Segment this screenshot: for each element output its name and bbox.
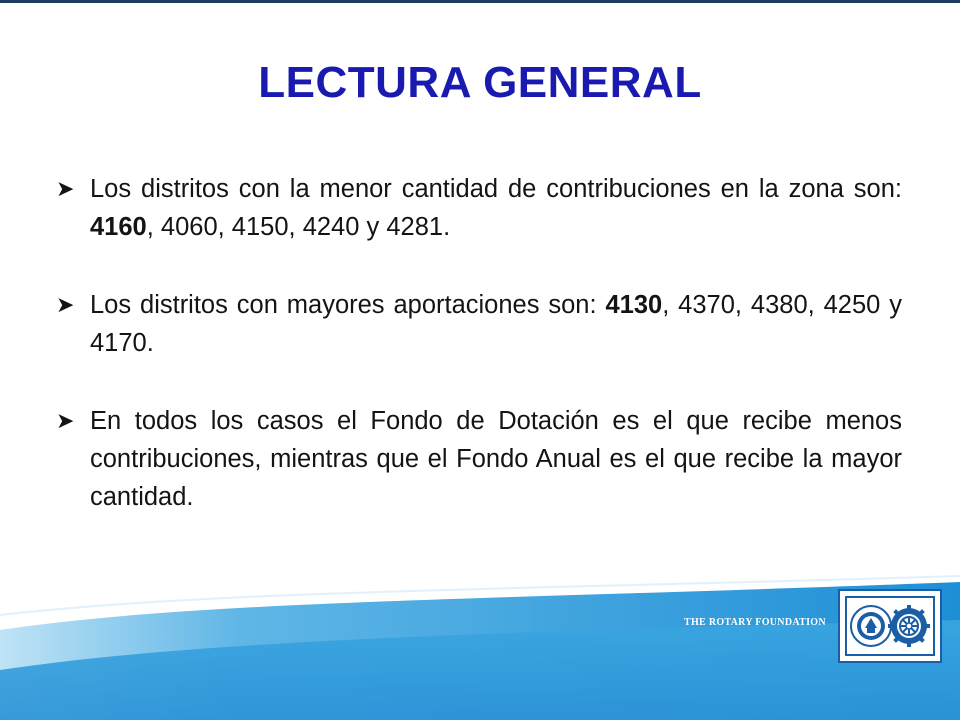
footer-swoosh — [0, 560, 960, 720]
foundation-name: THE ROTARY FOUNDATION — [684, 617, 826, 628]
bullet-text: Los distritos con mayores aportaciones son: — [90, 291, 606, 319]
bullet-item — [56, 402, 902, 516]
bullet-item — [56, 170, 902, 246]
bullet-text: Los distritos con la menor cantidad de contribuciones en la zona son: — [90, 175, 902, 203]
bullet-highlight: 4130 — [605, 291, 663, 319]
bullet-text-rest: , 4060, 4150, 4240 y 4281. — [146, 213, 451, 241]
footer-band — [0, 560, 960, 720]
bullet-item — [56, 286, 902, 362]
arrow-bullet-icon: ➤ — [56, 408, 75, 433]
arrow-bullet-icon: ➤ — [56, 176, 75, 201]
bullet-text-rest: , 4370, 4380, 4250 y 4170. — [90, 291, 902, 357]
slide-title: LECTURA GENERAL — [258, 58, 702, 107]
logo-inner-frame — [845, 596, 935, 656]
arrow-bullet-icon: ➤ — [56, 292, 75, 317]
logo-emblems — [847, 598, 933, 654]
top-rule — [0, 0, 960, 3]
rotary-wheel-icon — [888, 605, 930, 647]
rotary-foundation-emblem-icon — [851, 606, 891, 646]
foundation-logo — [838, 589, 942, 663]
bullet-highlight: 4160 — [90, 213, 147, 241]
bullet-text: En todos los casos el Fondo de Dotación es el que recibe menos contribuciones, mientras que el Fondo Anual es el que recibe la mayor cantidad. — [90, 407, 902, 511]
bullet-list — [56, 170, 902, 556]
